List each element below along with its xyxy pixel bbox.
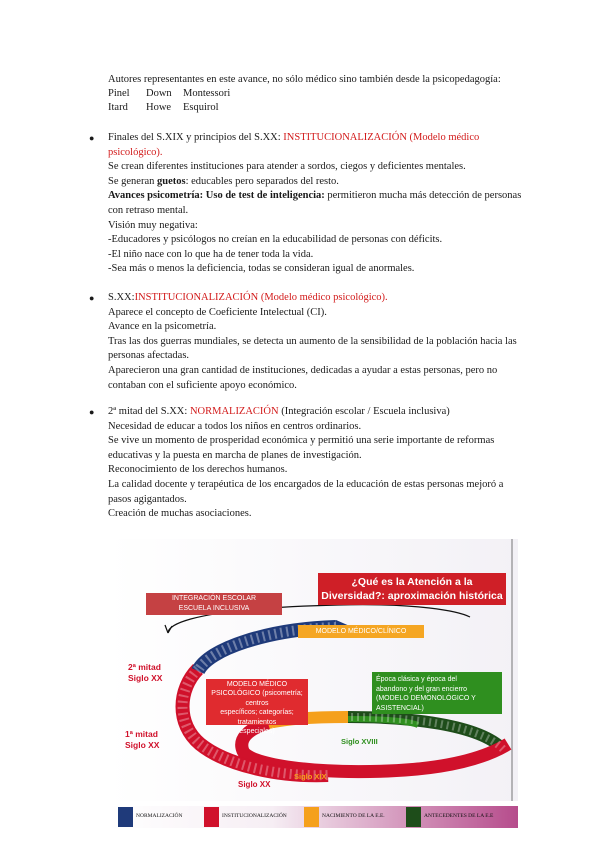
epoca-clasica-box <box>372 672 502 714</box>
text-line: Visión muy negativa: <box>108 219 198 231</box>
epoca-line: (MODELO DEMONOLÓGICO Y <box>376 695 476 702</box>
author-name: Down <box>146 88 172 99</box>
bullet-icon: ● <box>89 407 95 417</box>
text-line: -Educadores y psicólogos no creían en la educabilidad de personas con déficits. <box>108 234 443 246</box>
text-line: Creación de muchas asociaciones. <box>108 508 252 520</box>
integracion-box <box>146 593 282 615</box>
label-1-mitad-siglo: Siglo XX <box>125 740 160 750</box>
legend-label-nacimiento: NACIMIENTO DE LA E.E. <box>322 813 385 819</box>
heading-red: INSTITUCIONALIZACIÓN (Modelo médico psicológico). <box>108 132 480 158</box>
text-line: Necesidad de educar a todos los niños en centros ordinarios. <box>108 420 362 432</box>
legend-swatch-nacimiento <box>304 807 319 827</box>
heading-red: INSTITUCIONALIZACIÓN (Modelo médico psicológico). <box>134 292 388 303</box>
integracion-line: INTEGRACIÓN ESCOLAR <box>171 595 256 602</box>
text-line: Tras las dos guerras mundiales, se detecta un aumento de la sensibilidad de la población hacia las personas afectadas. <box>108 335 517 362</box>
text-bold: guetos <box>156 175 186 187</box>
diagram-legend <box>108 806 518 828</box>
heading-post: (Integración escolar / Escuela inclusiva) <box>278 406 450 417</box>
integracion-line: ESCUELA INCLUSIVA <box>178 605 250 612</box>
section-institucionalizacion-xx <box>89 291 528 393</box>
label-siglo-xix: Siglo XIX <box>294 772 327 781</box>
text-part: Se generan <box>108 175 157 187</box>
legend-label-antecedentes: ANTECEDENTES DE LA E.E <box>424 813 494 819</box>
legend-label-normalizacion: NORMALIZACIÓN <box>136 813 183 819</box>
legend-label-institucionalizacion: INSTITUCIONALIZACIÓN <box>222 813 287 819</box>
section-heading <box>89 291 528 306</box>
medico-line: especiales) <box>239 728 275 736</box>
section-institucionalizacion-xix <box>89 131 528 277</box>
bullet-icon: ● <box>89 133 95 143</box>
author-name: Pinel <box>108 88 130 99</box>
bullet-icon: ● <box>89 293 95 303</box>
text-line: Se vive un momento de prosperidad económica y permitió una serie importante de reformas educativas y la puesta en marcha de planes de investigación. <box>108 435 495 461</box>
author-name: Montessori <box>183 88 231 99</box>
history-diagram <box>108 539 518 829</box>
text-line: -El niño nace con lo que ha de tener toda la vida. <box>108 248 314 260</box>
author-name: Howe <box>146 102 172 113</box>
text-line: Aparecieron una gran cantidad de instituciones, dedicadas a ayudar a estas personas, pero no contaban con el suficiente apoyo económico. <box>108 364 498 391</box>
text-line: La calidad docente y terapéutica de los encargados de la educación de estas personas mejoró a pasos agigantados. <box>108 478 504 505</box>
text-part: : educables pero separados del resto. <box>185 175 339 187</box>
authors-row-2 <box>108 101 501 115</box>
diagram-title-box <box>318 573 506 605</box>
label-siglo-xviii: Siglo XVIII <box>341 737 378 746</box>
label-siglo-xx: Siglo XX <box>238 780 271 789</box>
diagram-title-line: ¿Qué es la Atención a la <box>351 576 473 588</box>
section-heading <box>89 131 528 160</box>
authors-row-1 <box>108 87 501 101</box>
label-2-mitad: 2ª mitad <box>128 662 161 672</box>
text-line <box>108 175 528 190</box>
text-part: permitieron mucha más detección de personas con retraso mental. <box>108 190 522 216</box>
legend-swatch-antecedentes <box>406 807 421 827</box>
diagram-title-line: Diversidad?: aproximación histórica <box>321 590 503 602</box>
medico-line: MODELO MÉDICO <box>226 681 288 688</box>
epoca-line: Época clásica y época del <box>376 676 457 683</box>
modelo-clinico-box: MODELO MÉDICO/CLÍNICO <box>298 625 424 638</box>
text-line: Reconocimiento de los derechos humanos. <box>108 464 288 476</box>
heading-lead: Finales del S.XIX y principios del S.XX: <box>108 132 284 143</box>
label-1-mitad: 1ª mitad <box>125 729 158 739</box>
epoca-line: abandono y del gran encierro <box>376 685 468 693</box>
text-line <box>108 189 528 218</box>
modelo-medico-box <box>206 679 308 736</box>
text-line: Aparece el concepto de Coeficiente Intelectual (CI). <box>108 306 327 318</box>
author-name: Itard <box>108 102 128 113</box>
epoca-line: ASISTENCIAL) <box>376 704 424 712</box>
heading-red: NORMALIZACIÓN <box>189 406 279 417</box>
author-name: Esquirol <box>183 102 219 113</box>
text-line: Se crean diferentes instituciones para atender a sordos, ciegos y deficientes mentales. <box>108 161 466 173</box>
text-line: -Sea más o menos la deficiencia, todas se consideran igual de anormales. <box>108 263 415 275</box>
medico-line: específicos; categorías; tratamientos <box>220 709 294 726</box>
heading-lead: 2ª mitad del S.XX: <box>108 406 190 417</box>
section-normalizacion <box>89 405 528 522</box>
section-heading <box>89 405 528 420</box>
heading-lead: S.XX: <box>108 292 135 303</box>
authors-intro: Autores representantes en este avance, no sólo médico sino también desde la psicopedagogía: <box>108 74 501 85</box>
text-line: Avance en la psicometría. <box>108 321 217 333</box>
label-2-mitad-siglo: Siglo XX <box>128 673 163 683</box>
authors-block <box>108 73 501 115</box>
medico-line: PSICOLÓGICO (psicometría; centros <box>211 690 303 707</box>
text-bold: Avances psicometría: Uso de test de inteligencia: <box>108 190 325 202</box>
legend-swatch-normalizacion <box>118 807 133 827</box>
legend-swatch-institucionalizacion <box>204 807 219 827</box>
